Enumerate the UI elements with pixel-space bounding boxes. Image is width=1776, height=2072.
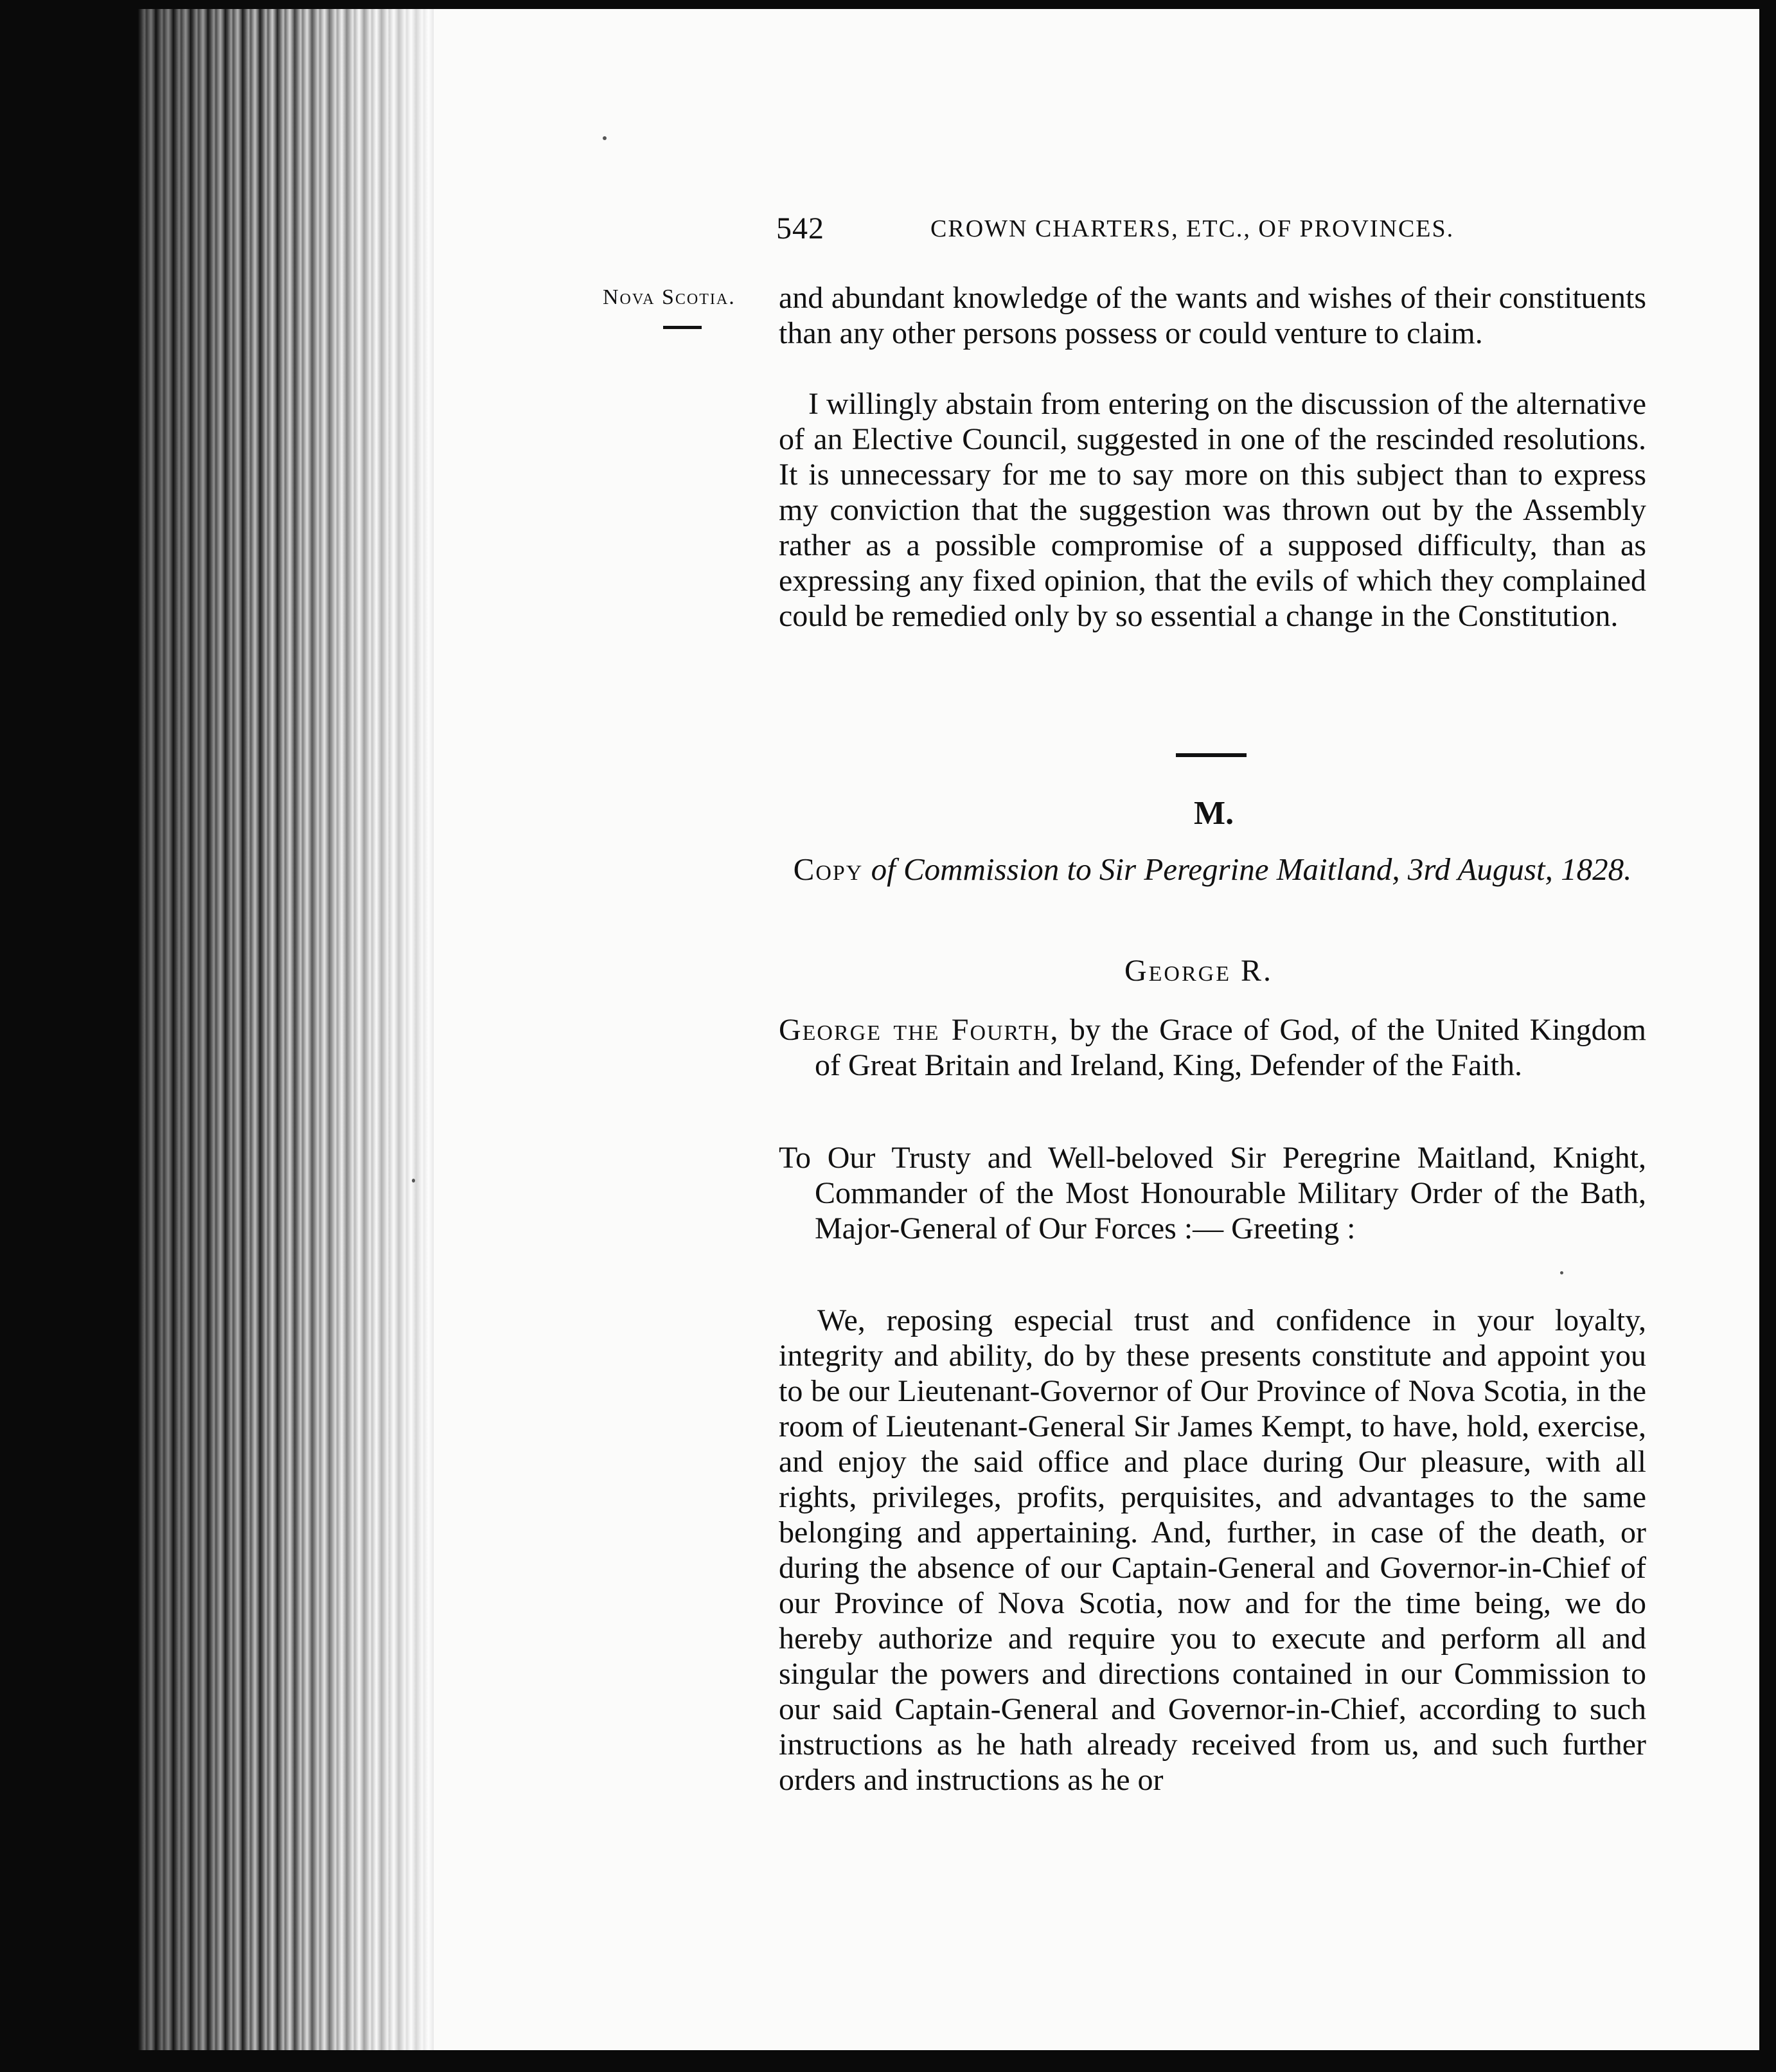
paragraph-text: We, reposing especial trust and confidence in your loyalty, integrity and ability, do by these presents constitute and appoint you to be our Lieutenant-Governor of Our Province of Nova Scotia, in the room of Lieutenant-General Sir James Kempt, to have, hold, exercise, and enjoy the said office and place during Our pleasure, with all rights, privileges, profits, perquisites, and advantages to the same belonging and appertaining. And, further, in case of the death, or during the absence of our Captain-General and Governor-in-Chief of our Province of Nova Scotia, now and for the time being, we do hereby authorize and require you to execute and perform all and singular the powers and directions contained in our Commission to our said Captain-General and Governor-in-Chief, according to such instructions as he hath already received from us, and such further orders and instructions as he or xyxy=(779,1303,1646,1797)
title-copy-word: Copy xyxy=(793,852,864,887)
paper-speck xyxy=(603,136,607,140)
address-block xyxy=(779,1140,1646,1246)
section-letter: M. xyxy=(1194,795,1234,832)
paragraph-text: I willingly abstain from entering on the discussion of the alternative of an Elective Council, suggested in one of the rescinded resolutions. It is unnecessary for me to say more on this subject than to express my conviction that the suggestion was thrown out by the Assembly rather as a possible compromise of a supposed difficulty, than as expressing any fixed opinion, that the evils of which they complained could be remedied only by so essential a change in the Constitution. xyxy=(779,387,1646,633)
paragraph-abstain xyxy=(779,386,1646,634)
margin-note: Nova Scotia. xyxy=(603,285,736,309)
scan-border-top xyxy=(138,0,1759,9)
address-text: To Our Trusty and Well-beloved Sir Peregrine Maitland, Knight, Commander of the Most Honourable Military Order of the Bath, Major-General of Our Forces :— Greeting : xyxy=(779,1141,1646,1246)
book-page-edges xyxy=(138,9,434,2050)
running-head xyxy=(776,211,1522,249)
document-title xyxy=(779,852,1646,888)
paragraph-text: and abundant knowledge of the wants and wishes of their constituents than any other persons possess or could venture to claim. xyxy=(779,281,1646,350)
commission-paragraph xyxy=(779,1303,1646,1798)
scan-border-right xyxy=(1759,0,1776,2072)
page-number: 542 xyxy=(776,211,824,246)
royal-style-block xyxy=(779,1012,1646,1083)
royal-style-text: by the Grace of God, of the United Kingdom of Great Britain and Ireland, King, Defender of the Faith. xyxy=(815,1013,1647,1082)
paragraph-continuation xyxy=(779,280,1646,351)
margin-note-rule xyxy=(663,326,702,329)
paper-speck xyxy=(412,1179,415,1183)
royal-signature: George R. xyxy=(1124,954,1274,988)
paper-speck xyxy=(1560,1271,1563,1274)
scan-border-left xyxy=(0,0,138,2072)
section-divider xyxy=(1176,753,1247,757)
running-head-title: CROWN CHARTERS, ETC., OF PROVINCES. xyxy=(930,215,1455,242)
king-name: George the Fourth, xyxy=(779,1013,1060,1047)
title-rest: of Commission to Sir Peregrine Maitland, 3rd August, 1828. xyxy=(871,852,1632,887)
scan-border-bottom xyxy=(138,2050,1759,2072)
